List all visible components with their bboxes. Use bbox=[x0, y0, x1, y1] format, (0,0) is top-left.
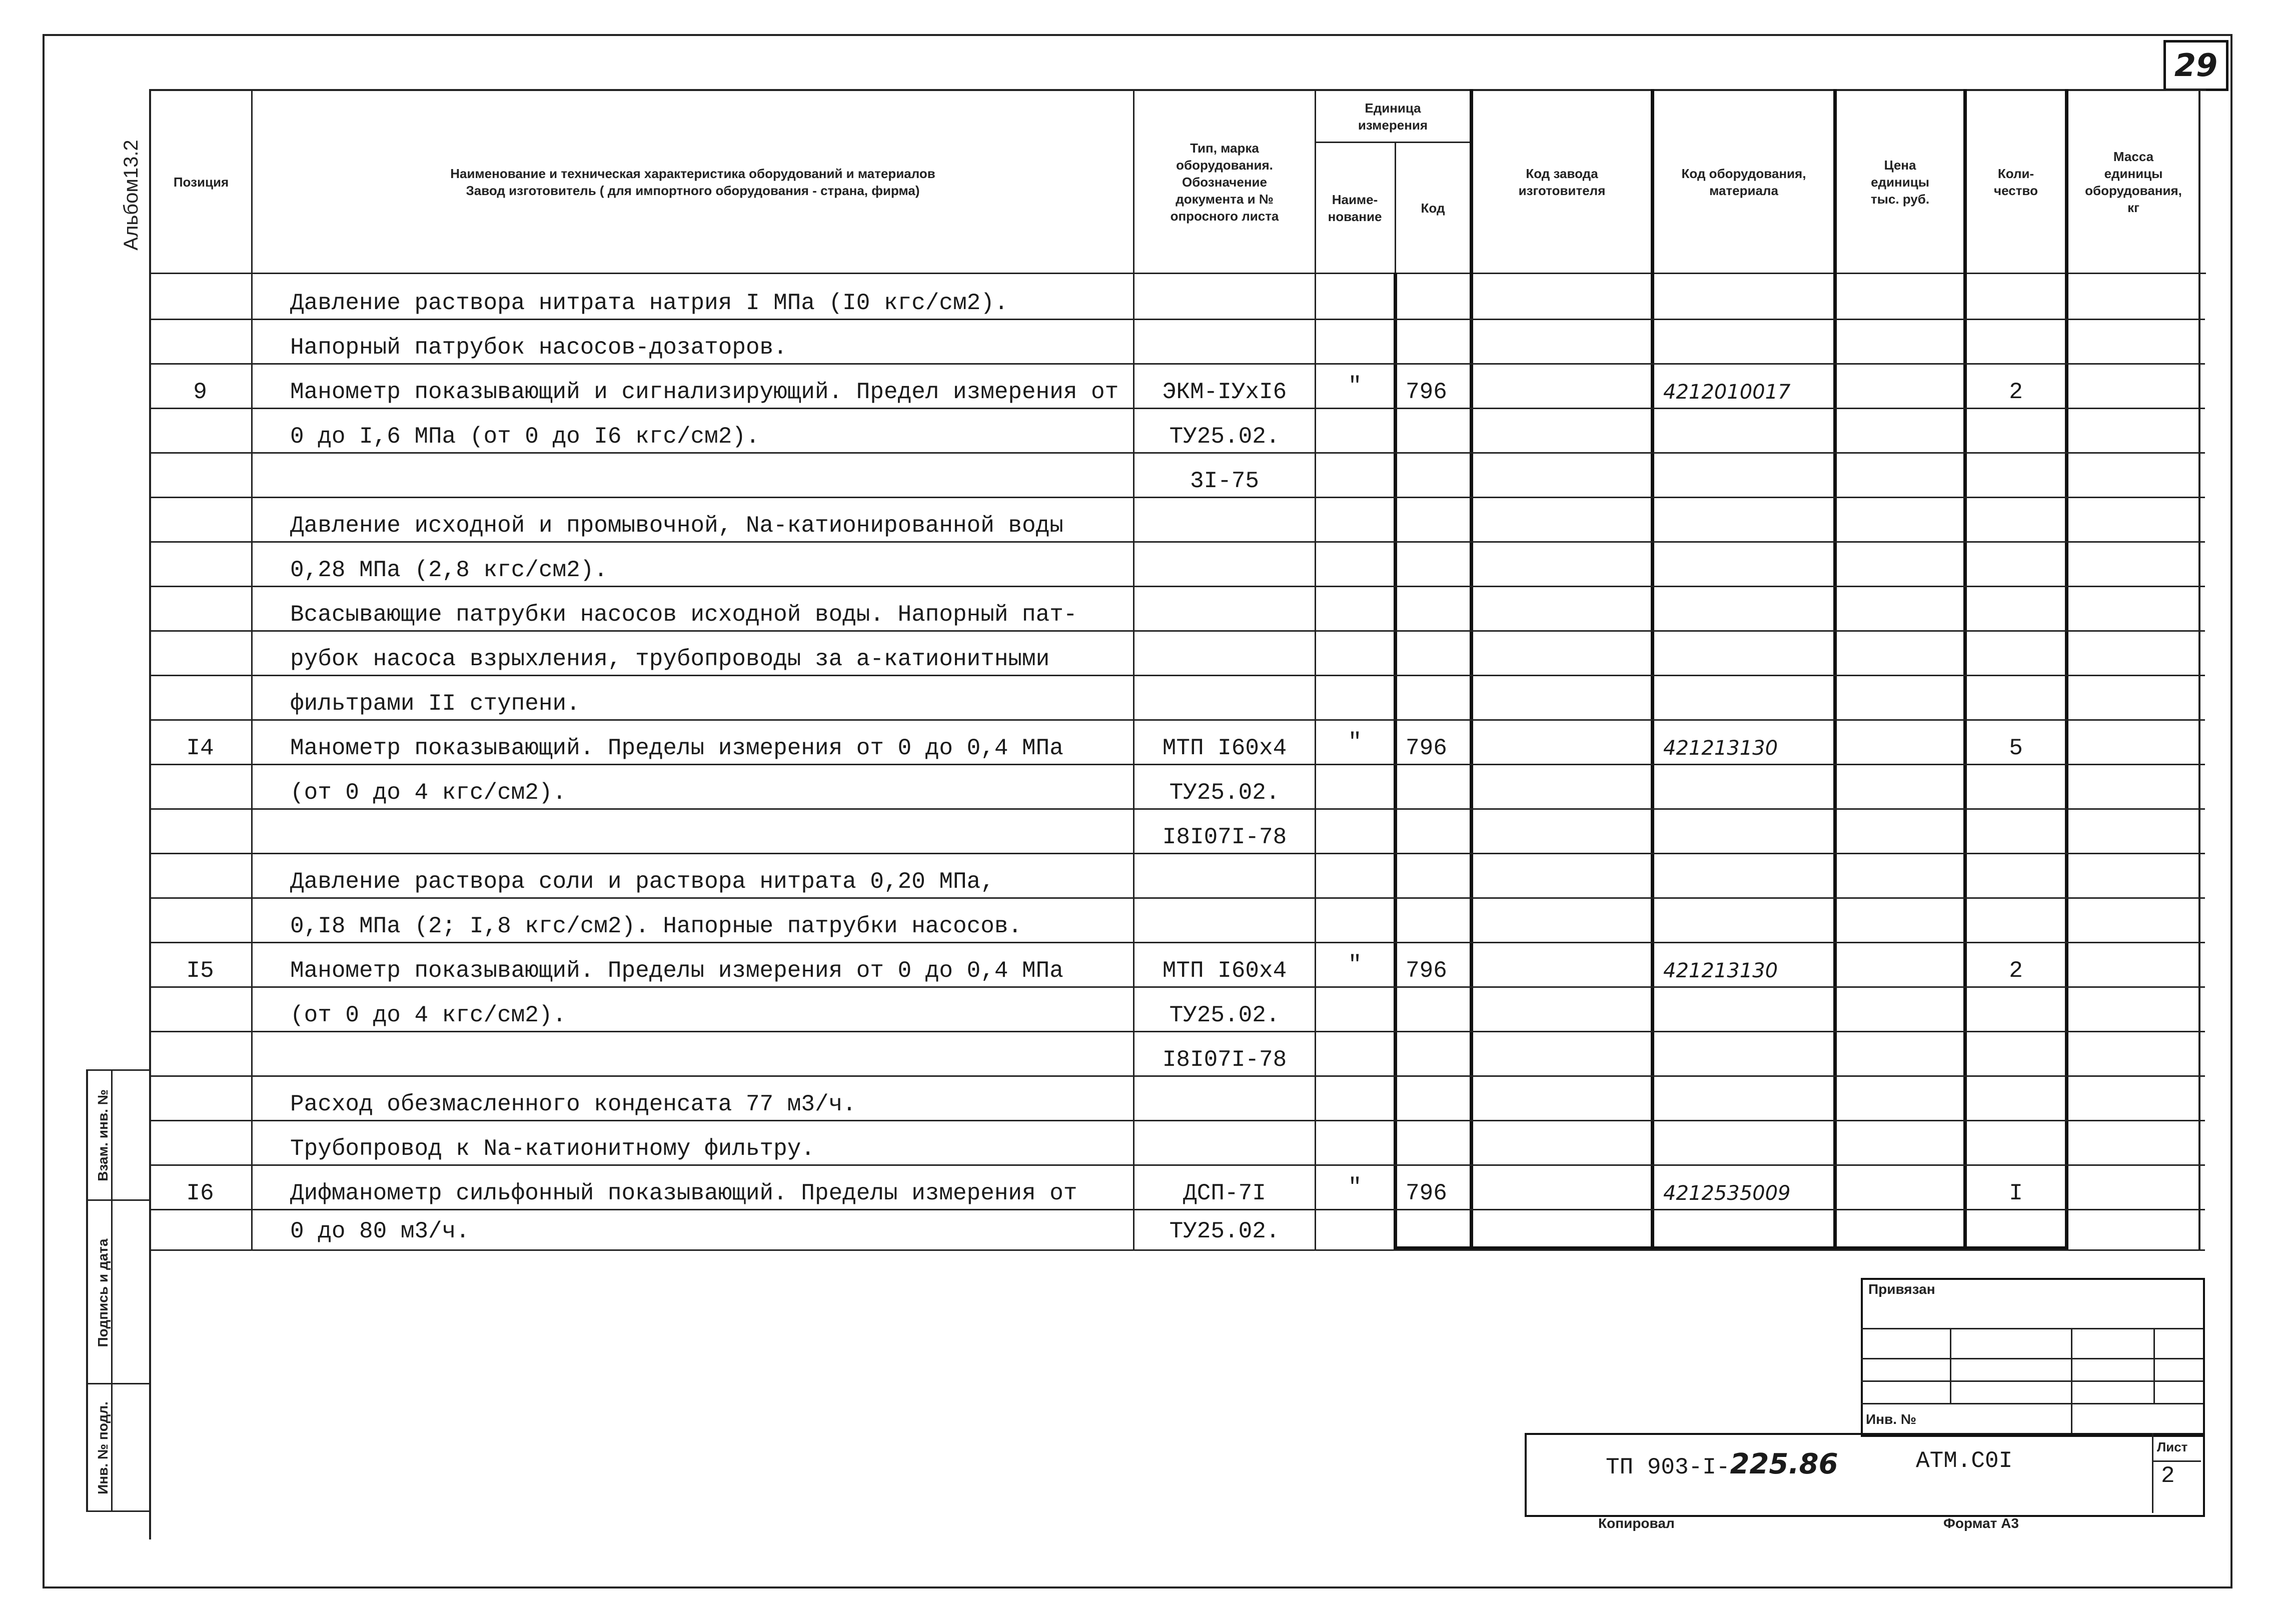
row-name: (от 0 до 4 кгс/см2). bbox=[290, 1002, 567, 1028]
sheet-label: Лист bbox=[2157, 1439, 2188, 1454]
row-unit: " bbox=[1348, 729, 1362, 755]
table-row bbox=[0, 593, 2275, 637]
row-unit: " bbox=[1348, 1174, 1362, 1200]
row-quantity: I bbox=[2009, 1180, 2023, 1206]
header-name: Наименование и техническая характеристика оборудований и материалов Завод изготовитель ( для импортного оборудования - страна, фирма) bbox=[450, 166, 935, 198]
row-type: МТП I60х4 bbox=[1162, 958, 1287, 984]
row-name: Давление раствора соли и раствора нитрата 0,20 МПа, bbox=[290, 869, 994, 895]
table-row bbox=[0, 281, 2275, 326]
row-type: I8I07I-78 bbox=[1162, 1047, 1287, 1073]
row-name: 0,28 МПа (2,8 кгс/см2). bbox=[290, 557, 608, 583]
row-equipment-code: 421213130 bbox=[1663, 737, 1778, 760]
row-quantity: 5 bbox=[2009, 735, 2023, 761]
table-row bbox=[0, 548, 2275, 593]
page-number: 29 bbox=[2174, 47, 2218, 84]
row-type: ТУ25.02. bbox=[1169, 1218, 1280, 1244]
row-code: 796 bbox=[1406, 735, 1447, 761]
table-row bbox=[0, 1082, 2275, 1127]
stamp-inv-zam: Взам. инв. № bbox=[95, 1089, 111, 1181]
header-unit-group: Единица измерения bbox=[1358, 100, 1428, 133]
header-bottom-line bbox=[149, 273, 2206, 274]
header-mass: Масса единицы оборудования, кг bbox=[2085, 149, 2182, 215]
header-unit-code: Код bbox=[1421, 200, 1445, 216]
table-row bbox=[0, 904, 2275, 949]
table-row bbox=[0, 726, 2275, 771]
row-position: I4 bbox=[186, 735, 214, 761]
sheet-number: 2 bbox=[2161, 1463, 2175, 1489]
row-name: Давление исходной и промывочной, Nа-катионированной воды bbox=[290, 513, 1063, 539]
header-position: Позиция bbox=[173, 174, 229, 190]
row-type: I8I07I-78 bbox=[1162, 824, 1287, 850]
row-position: 9 bbox=[193, 379, 207, 405]
row-type: 3I-75 bbox=[1190, 468, 1260, 494]
row-name: Расход обезмасленного конденсата 77 м3/ч. bbox=[290, 1091, 856, 1117]
table-row bbox=[0, 949, 2275, 993]
row-name: (от 0 до 4 кгс/см2). bbox=[290, 780, 567, 806]
table-row bbox=[0, 815, 2275, 860]
row-name: Напорный патрубок насосов-дозаторов. bbox=[290, 335, 787, 361]
stamp-inv-orig: Инв. № подл. bbox=[95, 1401, 111, 1494]
row-type: ТУ25.02. bbox=[1169, 1002, 1280, 1028]
row-name: фильтрами II ступени. bbox=[290, 691, 580, 717]
table-row bbox=[0, 771, 2275, 815]
row-name: Трубопровод к Nа-катионитному фильтру. bbox=[290, 1136, 815, 1162]
row-code: 796 bbox=[1406, 1180, 1447, 1206]
table-row bbox=[0, 860, 2275, 904]
doc-prefix: ТП 903-I- bbox=[1606, 1454, 1730, 1480]
row-type: МТП I60х4 bbox=[1162, 735, 1287, 761]
table-row bbox=[0, 1209, 2275, 1249]
row-name: Давление раствора нитрата натрия I МПа (I0 кгс/см2). bbox=[290, 290, 1008, 316]
row-type: ЭКМ-IУхI6 bbox=[1162, 379, 1287, 405]
row-unit: " bbox=[1348, 952, 1362, 978]
row-name: Манометр показывающий. Пределы измерения от 0 до 0,4 МПа bbox=[290, 958, 1063, 984]
table-row bbox=[0, 637, 2275, 682]
format-label: Формат А3 bbox=[1943, 1515, 2019, 1531]
page-number-box bbox=[2163, 40, 2228, 91]
title-privyazan: Привязан bbox=[1868, 1281, 1935, 1297]
row-equipment-code: 4212010017 bbox=[1663, 381, 1791, 404]
title-inv-no: Инв. № bbox=[1866, 1411, 1917, 1427]
row-name: Манометр показывающий. Пределы измерения от 0 до 0,4 МПа bbox=[290, 735, 1063, 761]
table-row bbox=[0, 326, 2275, 370]
row-equipment-code: 4212535009 bbox=[1663, 1182, 1791, 1205]
row-name: 0,I8 МПа (2; I,8 кгс/см2). Напорные патрубки насосов. bbox=[290, 913, 1022, 939]
row-code: 796 bbox=[1406, 379, 1447, 405]
row-quantity: 2 bbox=[2009, 958, 2023, 984]
table-row bbox=[0, 415, 2275, 459]
row-position: I5 bbox=[186, 958, 214, 984]
row-name: рубок насоса взрыхления, трубопроводы за а-катионитными bbox=[290, 646, 1050, 672]
header-factory-code: Код завода изготовителя bbox=[1518, 166, 1606, 198]
row-position: I6 bbox=[186, 1180, 214, 1206]
table-row bbox=[0, 1038, 2275, 1082]
header-type: Тип, марка оборудования. Обозначение документа и № опросного листа bbox=[1170, 140, 1279, 224]
row-quantity: 2 bbox=[2009, 379, 2023, 405]
row-name: 0 до 80 м3/ч. bbox=[290, 1218, 470, 1244]
row-code: 796 bbox=[1406, 958, 1447, 984]
header-quantity: Коли- чество bbox=[1994, 166, 2038, 198]
table-row bbox=[0, 1127, 2275, 1171]
table-row bbox=[0, 459, 2275, 504]
row-type: ТУ25.02. bbox=[1169, 424, 1280, 450]
row-type: ДСП-7I bbox=[1183, 1180, 1266, 1206]
row-name: Всасывающие патрубки насосов исходной воды. Напорный пат- bbox=[290, 602, 1077, 628]
table-row bbox=[0, 504, 2275, 548]
doc-designation bbox=[1606, 1448, 1838, 1480]
header-unit-name: Наиме- нование bbox=[1328, 192, 1382, 224]
doc-number: 225.86 bbox=[1730, 1448, 1838, 1480]
row-name: Манометр показывающий и сигнализирующий. Предел измерения от bbox=[290, 379, 1119, 405]
row-equipment-code: 421213130 bbox=[1663, 959, 1778, 982]
album-label: Альбом13.2 bbox=[120, 140, 142, 251]
table-row bbox=[0, 682, 2275, 726]
row-type: ТУ25.02. bbox=[1169, 780, 1280, 806]
doc-code: АТМ.С0I bbox=[1916, 1448, 2013, 1474]
table-row bbox=[0, 370, 2275, 415]
copied-by: Копировал bbox=[1598, 1515, 1675, 1531]
row-unit: " bbox=[1348, 373, 1362, 399]
header-price: Цена единицы тыс. руб. bbox=[1870, 157, 1930, 207]
header-equipment-code: Код оборудования, материала bbox=[1681, 166, 1806, 198]
table-row bbox=[0, 993, 2275, 1038]
stamp-sign-date: Подпись и дата bbox=[95, 1238, 111, 1347]
row-name: Дифманометр сильфонный показывающий. Пределы измерения от bbox=[290, 1180, 1077, 1206]
row-name: 0 до I,6 МПа (от 0 до I6 кгс/см2). bbox=[290, 424, 760, 450]
